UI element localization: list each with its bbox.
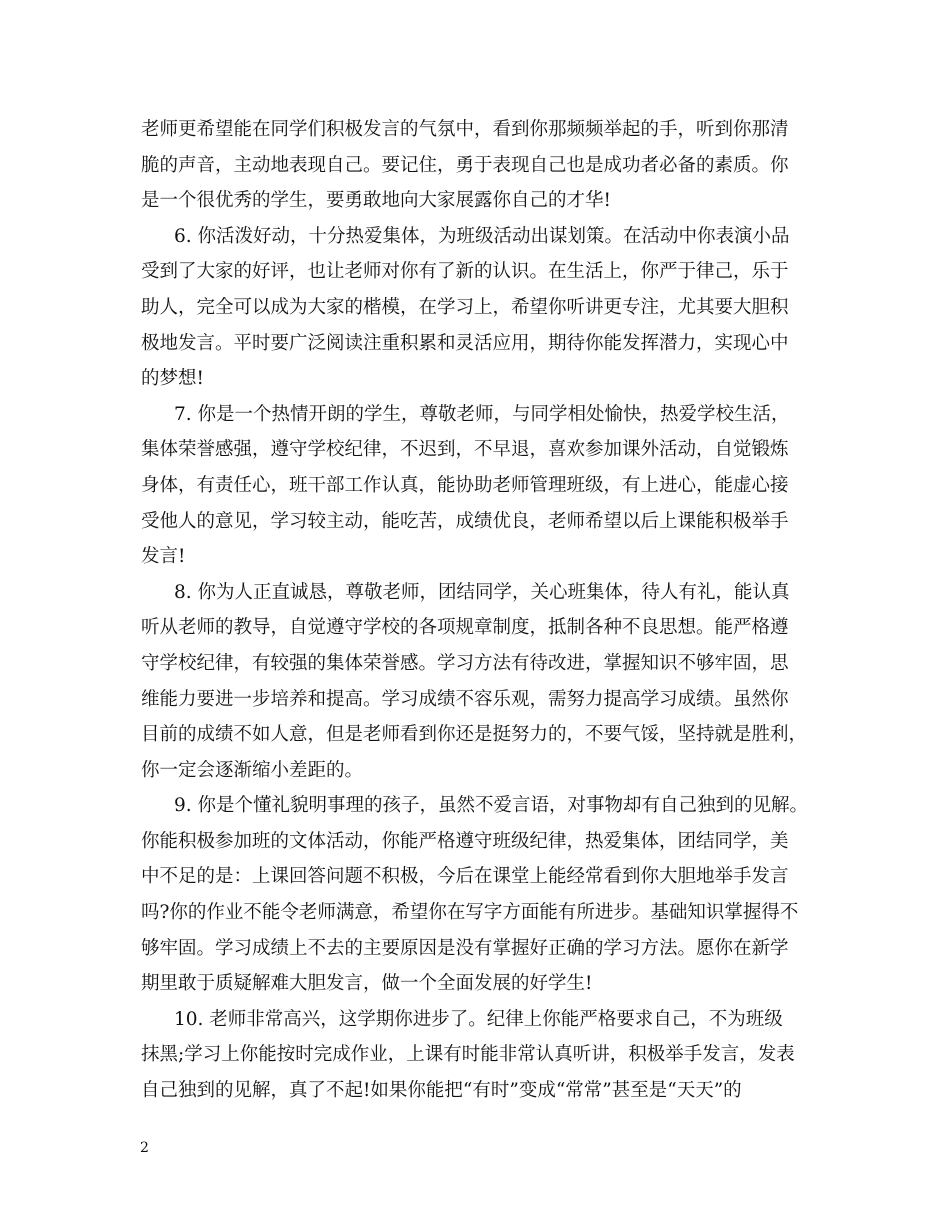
paragraph-first-line: 7. 你是一个热情开朗的学生，尊敬老师，与同学相处愉快，热爱学校生活， — [174, 403, 790, 425]
text-line: 受他人的意见，学习较主动，能吃苦，成绩优良，老师希望以后上课能积极举手 — [141, 510, 789, 532]
text-line: 你一定会逐渐缩小差距的。 — [141, 759, 364, 781]
page-number: 2 — [140, 1140, 149, 1156]
paragraph-first-line: 6. 你活泼好动，十分热爱集体，为班级活动出谋划策。在活动中你表演小品 — [174, 225, 790, 247]
text-line: 极地发言。平时要广泛阅读注重积累和灵活应用，期待你能发挥潜力，实现心中 — [141, 332, 789, 354]
text-line: 的梦想! — [141, 368, 204, 390]
text-line: 自己独到的见解，真了不起!如果你能把“有时”变成“常常”甚至是“天天”的 — [141, 1080, 742, 1102]
text-line: 老师更希望能在同学们积极发言的气氛中，看到你那频频举起的手，听到你那清 — [141, 119, 789, 140]
text-line: 守学校纪律，有较强的集体荣誉感。学习方法有待改进，掌握知识不够牢固，思 — [141, 652, 789, 674]
text-line: 吗?你的作业不能令老师满意，希望你在写字方面能有所进步。基础知识掌握得不 — [141, 902, 799, 924]
body-text — [141, 112, 841, 1109]
paragraph-first-line: 9. 你是个懂礼貌明事理的孩子，虽然不爱言语，对事物却有自己独到的见解。 — [174, 795, 809, 817]
paragraph-first-line: 8. 你为人正直诚恳，尊敬老师，团结同学，关心班集体，待人有礼，能认真 — [174, 581, 790, 603]
text-line: 听从老师的教导，自觉遵守学校的各项规章制度，抵制各种不良思想。能严格遵 — [141, 617, 789, 639]
text-line: 中不足的是：上课回答问题不积极，今后在课堂上能经常看到你大胆地举手发言 — [141, 866, 789, 888]
text-line: 目前的成绩不如人意，但是老师看到你还是挺努力的，不要气馁，坚持就是胜利， — [141, 724, 808, 746]
text-line: 维能力要进一步培养和提高。学习成绩不容乐观，需努力提高学习成绩。虽然你 — [141, 688, 789, 710]
text-line: 抹黑;学习上你能按时完成作业，上课有时能非常认真听讲，积极举手发言，发表 — [141, 1044, 795, 1066]
text-line: 助人，完全可以成为大家的楷模，在学习上，希望你听讲更专注，尤其要大胆积 — [141, 296, 789, 318]
text-line: 是一个很优秀的学生，要勇敢地向大家展露你自己的才华! — [141, 190, 611, 212]
text-line: 你能积极参加班的文体活动，你能严格遵守班级纪律，热爱集体，团结同学，美 — [141, 830, 789, 852]
paragraph-first-line: 10. 老师非常高兴，这学期你进步了。纪律上你能严格要求自己，不为班级 — [174, 1008, 783, 1030]
text-line: 身体，有责任心，班干部工作认真，能协助老师管理班级，有上进心，能虚心接 — [141, 474, 789, 496]
text-line: 期里敢于质疑解难大胆发言，做一个全面发展的好学生! — [141, 973, 593, 995]
text-line: 集体荣誉感强，遵守学校纪律，不迟到，不早退，喜欢参加课外活动，自觉锻炼 — [141, 439, 789, 461]
text-line: 脆的声音，主动地表现自己。要记住，勇于表现自己也是成功者必备的素质。你 — [141, 154, 789, 176]
text-line: 够牢固。学习成绩上不去的主要原因是没有掌握好正确的学习方法。愿你在新学 — [141, 937, 789, 959]
text-line: 受到了大家的好评，也让老师对你有了新的认识。在生活上，你严于律己，乐于 — [141, 261, 789, 283]
text-line: 发言! — [141, 546, 186, 568]
